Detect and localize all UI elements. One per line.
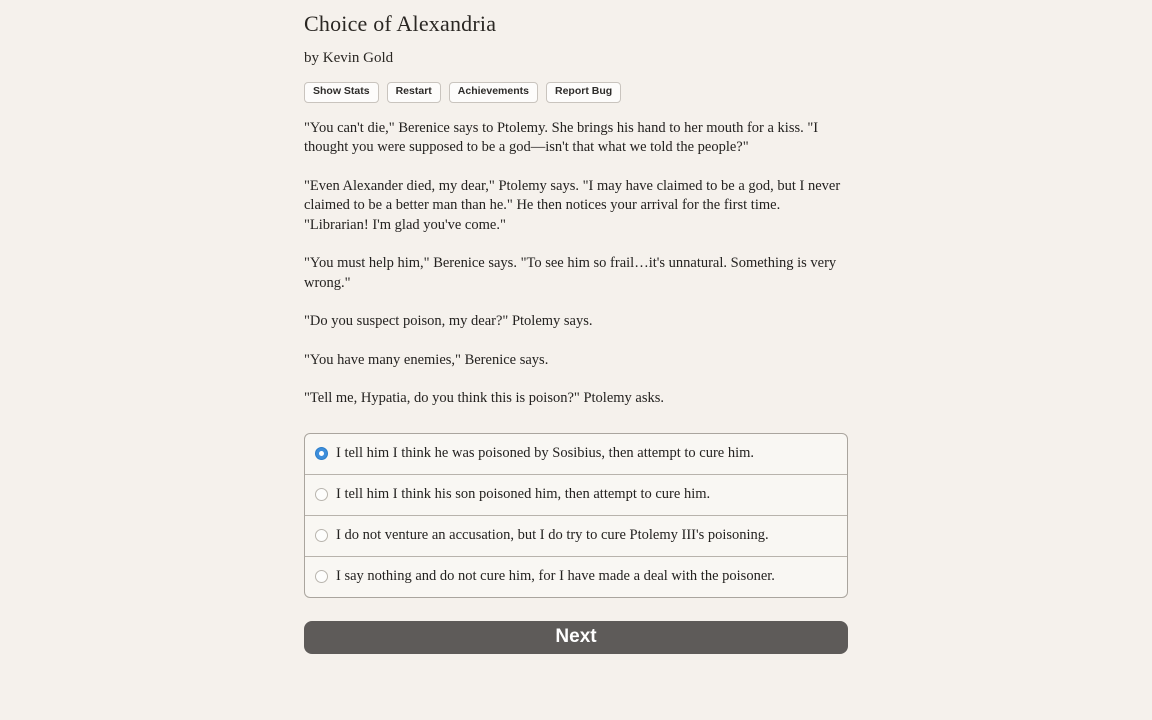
story-paragraph: "You must help him," Berenice says. "To see him so frail…it's unnatural. Something is very wrong." [304,255,837,291]
choice-option-label: I say nothing and do not cure him, for I have made a deal with the poisoner. [336,567,775,584]
choice-option[interactable] [305,475,847,516]
choice-group [304,433,848,598]
show-stats-button[interactable]: Show Stats [304,82,379,103]
page-content [304,0,848,654]
restart-button[interactable]: Restart [387,82,441,103]
story-paragraph: "You can't die," Berenice says to Ptolemy. She brings his hand to her mouth for a kiss. "I thought you were supposed to be a god—isn't that what we told the people?" [304,119,819,156]
story-paragraph: "Do you suspect poison, my dear?" Ptolemy says. [304,313,593,330]
radio-button-icon[interactable] [315,529,328,542]
achievements-button[interactable]: Achievements [449,82,538,103]
choice-option[interactable] [305,557,847,597]
choice-option[interactable] [305,434,847,475]
story-text [304,119,848,409]
story-paragraph: "You have many enemies," Berenice says. [304,351,549,368]
radio-button-icon[interactable] [315,570,328,583]
radio-button-icon[interactable] [315,447,328,460]
choice-option[interactable] [305,516,847,557]
next-button[interactable]: Next [304,621,848,654]
choice-option-label: I tell him I think he was poisoned by Sosibius, then attempt to cure him. [336,444,755,461]
choice-option-label: I do not venture an accusation, but I do try to cure Ptolemy III's poisoning. [336,526,769,543]
story-paragraph: "Tell me, Hypatia, do you think this is poison?" Ptolemy asks. [304,390,665,407]
page-title: Choice of Alexandria [304,11,497,36]
choice-option-label: I tell him I think his son poisoned him, then attempt to cure him. [336,485,711,502]
report-bug-button[interactable]: Report Bug [546,82,621,103]
author-byline: by Kevin Gold [304,50,394,66]
radio-button-icon[interactable] [315,488,328,501]
toolbar [304,82,848,103]
story-paragraph: "Even Alexander died, my dear," Ptolemy says. "I may have claimed to be a god, but I never claimed to be a better man than he." He then notices your arrival for the first time. "Librarian! I'm glad you've come." [304,177,841,233]
